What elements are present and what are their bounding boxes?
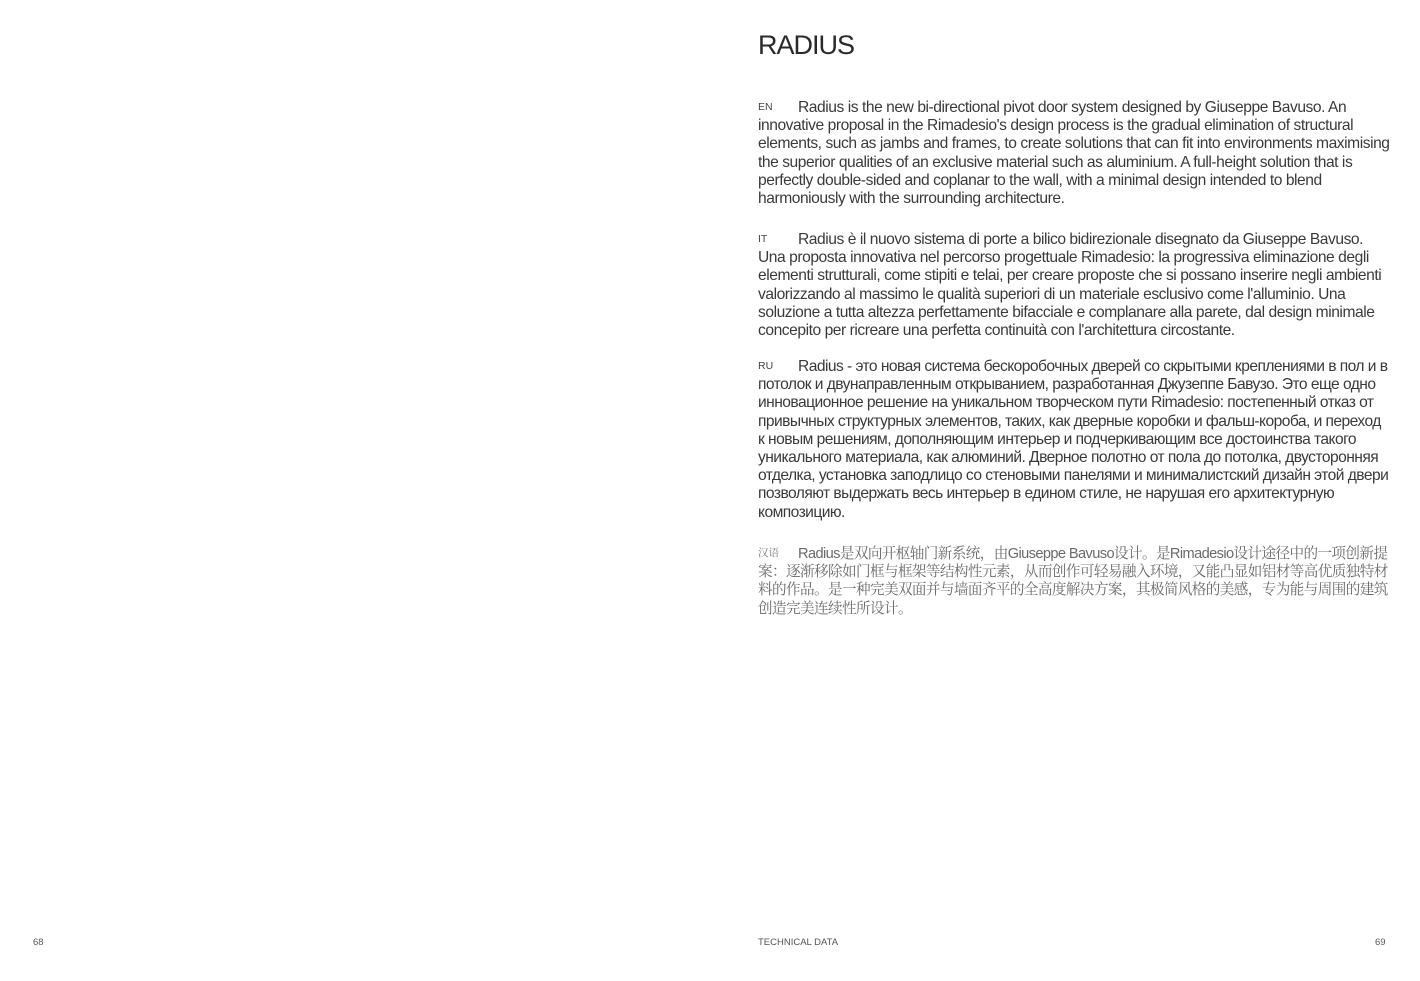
description-text-zh: Radius是双向开枢轴门新系统，由Giuseppe Bavuso设计。是Rimadesio设计途径中的一项创新提案：逐渐移除如门框与框架等结构性元素，从而创作可轻易融入环境，又能凸显如铝材等高优质独特材料的作品。是一种完美双面并与墙面齐平的全高度解决方案，其极简风格的美感，专为能与周围的建筑创造完美连续性所设计。 [758,546,1388,617]
page-number-right: 69 [1375,937,1386,948]
section-label: TECHNICAL DATA [758,937,839,948]
page-title: RADIUS [758,30,855,60]
description-en [758,98,1390,208]
description-it [758,230,1390,340]
description-text-en: Radius is the new bi-directional pivot door system designed by Giuseppe Bavuso. An innovative proposal in the Rimadesio's design process is the gradual elimination of structural elements, such as jambs and frames, to create solutions that can fit into environments maximising the superior qualities of an exclusive material such as aluminium. A full-height solution that is perfectly double-sided and coplanar to the wall, with a minimal design intended to blend harmoniously with the surrounding architecture. [758,99,1390,208]
description-zh [758,544,1390,618]
language-label-it: IT [758,233,768,245]
page-number-left: 68 [33,937,44,948]
language-label-ru: RU [758,360,774,372]
language-label-en: EN [758,101,773,113]
description-ru [758,357,1390,522]
description-text-it: Radius è il nuovo sistema di porte a bilico bidirezionale disegnato da Giuseppe Bavuso. Una proposta innovativa nel percorso progettuale Rimadesio: la progressiva eliminazione degli elementi strutturali, come stipiti e telai, per creare proposte che si possano inserire negli ambienti valorizzando al massimo le qualità superiori di un materiale esclusivo come l'alluminio. Una soluzione a tutta altezza perfettamente bifacciale e complanare alla parete, dal design minimale concepito per ricreare una perfetta continuità con l'architettura circostante. [758,231,1382,340]
language-label-zh: 汉语 [758,547,779,559]
description-text-ru: Radius - это новая система бескоробочных дверей со скрытыми креплениями в пол и в потолок и двунаправленным открыванием, разработанная Джузеппе Бавузо. Это еще одно инновационное решение на уникальном творческом пути Rimadesio: постепенный отказ от привычных структурных элементов, таких, как дверные коробки и фальш-короба, и переход к новым решениям, дополняющим интерьер и подчеркивающим все достоинства такого уникального материала, как алюминий. Дверное полотно от пола до потолка, двусторонняя отделка, установка заподлицо со стеновыми панелями и минималистский дизайн этой двери позволяют выдержать весь интерьер в едином стиле, не нарушая его архитектурную композицию. [758,358,1389,521]
